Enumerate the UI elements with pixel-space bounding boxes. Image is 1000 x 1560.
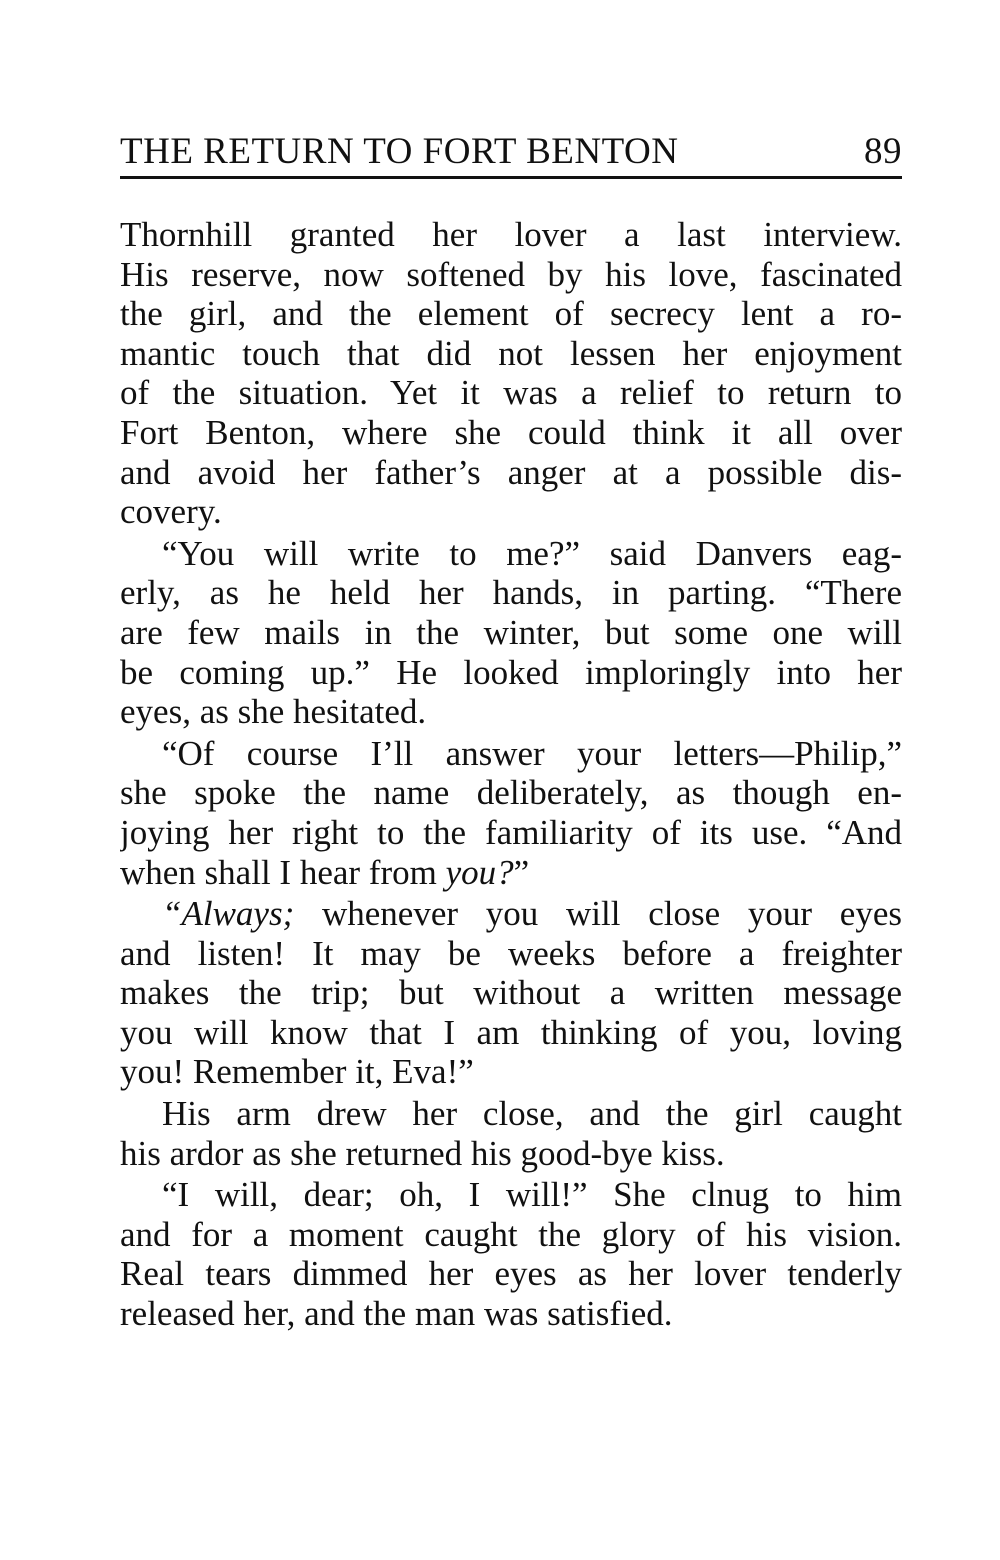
text-line: the girl, and the element of secrecy lent a ro-	[120, 294, 902, 334]
paragraph-3	[120, 734, 902, 892]
text-line: and for a moment caught the glory of his vision.	[120, 1214, 902, 1254]
text-line: covery.	[120, 492, 222, 532]
text-line: joying her right to the familiarity of its use. “And	[120, 812, 902, 852]
text-line: mantic touch that did not lessen her enjoyment	[120, 333, 902, 373]
text-line: you! Remember it, Eva!”	[120, 1052, 474, 1092]
text-line: “You will write to me?” said Danvers eag-	[162, 533, 902, 573]
paragraph-5	[120, 1094, 902, 1173]
text-line: Real tears dimmed her eyes as her lover tenderly	[120, 1254, 902, 1294]
emphasis-text: you?	[445, 852, 514, 892]
text-line: makes the trip; but without a written message	[120, 973, 902, 1013]
emphasis-text: “Always;	[162, 894, 295, 934]
text-line: “I will, dear; oh, I will!” She clnug to him	[162, 1175, 902, 1215]
text-line: are few mails in the winter, but some one will	[120, 612, 902, 652]
text-line: his ardor as she returned his good-bye kiss.	[120, 1133, 725, 1173]
paragraph-6	[120, 1175, 902, 1333]
text-line: His arm drew her close, and the girl caught	[162, 1094, 902, 1134]
running-head	[120, 118, 902, 179]
paragraph-2	[120, 534, 902, 732]
book-page	[120, 118, 902, 1334]
text-run: when shall I hear from	[120, 852, 446, 892]
text-line: His reserve, now softened by his love, fascinated	[120, 254, 902, 294]
text-line: you will know that I am thinking of you, loving	[120, 1012, 902, 1052]
text-line: be coming up.” He looked imploringly into her	[120, 652, 902, 692]
text-line: Thornhill granted her lover a last interview.	[120, 215, 902, 254]
text-line	[120, 853, 902, 893]
text-line: released her, and the man was satisfied.	[120, 1294, 673, 1334]
text-run: whenever you will close your eyes	[294, 894, 902, 934]
text-line	[120, 894, 902, 934]
text-line: Fort Benton, where she could think it all over	[120, 412, 902, 452]
text-line: of the situation. Yet it was a relief to return to	[120, 373, 902, 413]
paragraph-1	[120, 215, 902, 532]
text-line: and avoid her father’s anger at a possible dis-	[120, 452, 902, 492]
page-number: 89	[864, 131, 902, 172]
text-line: eyes, as she hesitated.	[120, 692, 427, 732]
text-run: ”	[513, 852, 530, 892]
text-line: erly, as he held her hands, in parting. “There	[120, 573, 902, 613]
text-line: “Of course I’ll answer your letters—Philip,”	[162, 733, 902, 773]
text-line: she spoke the name deliberately, as though en-	[120, 773, 902, 813]
paragraph-4	[120, 894, 902, 1092]
body-text	[120, 215, 902, 1334]
chapter-title: THE RETURN TO FORT BENTON	[120, 131, 679, 172]
text-line: and listen! It may be weeks before a freighter	[120, 933, 902, 973]
